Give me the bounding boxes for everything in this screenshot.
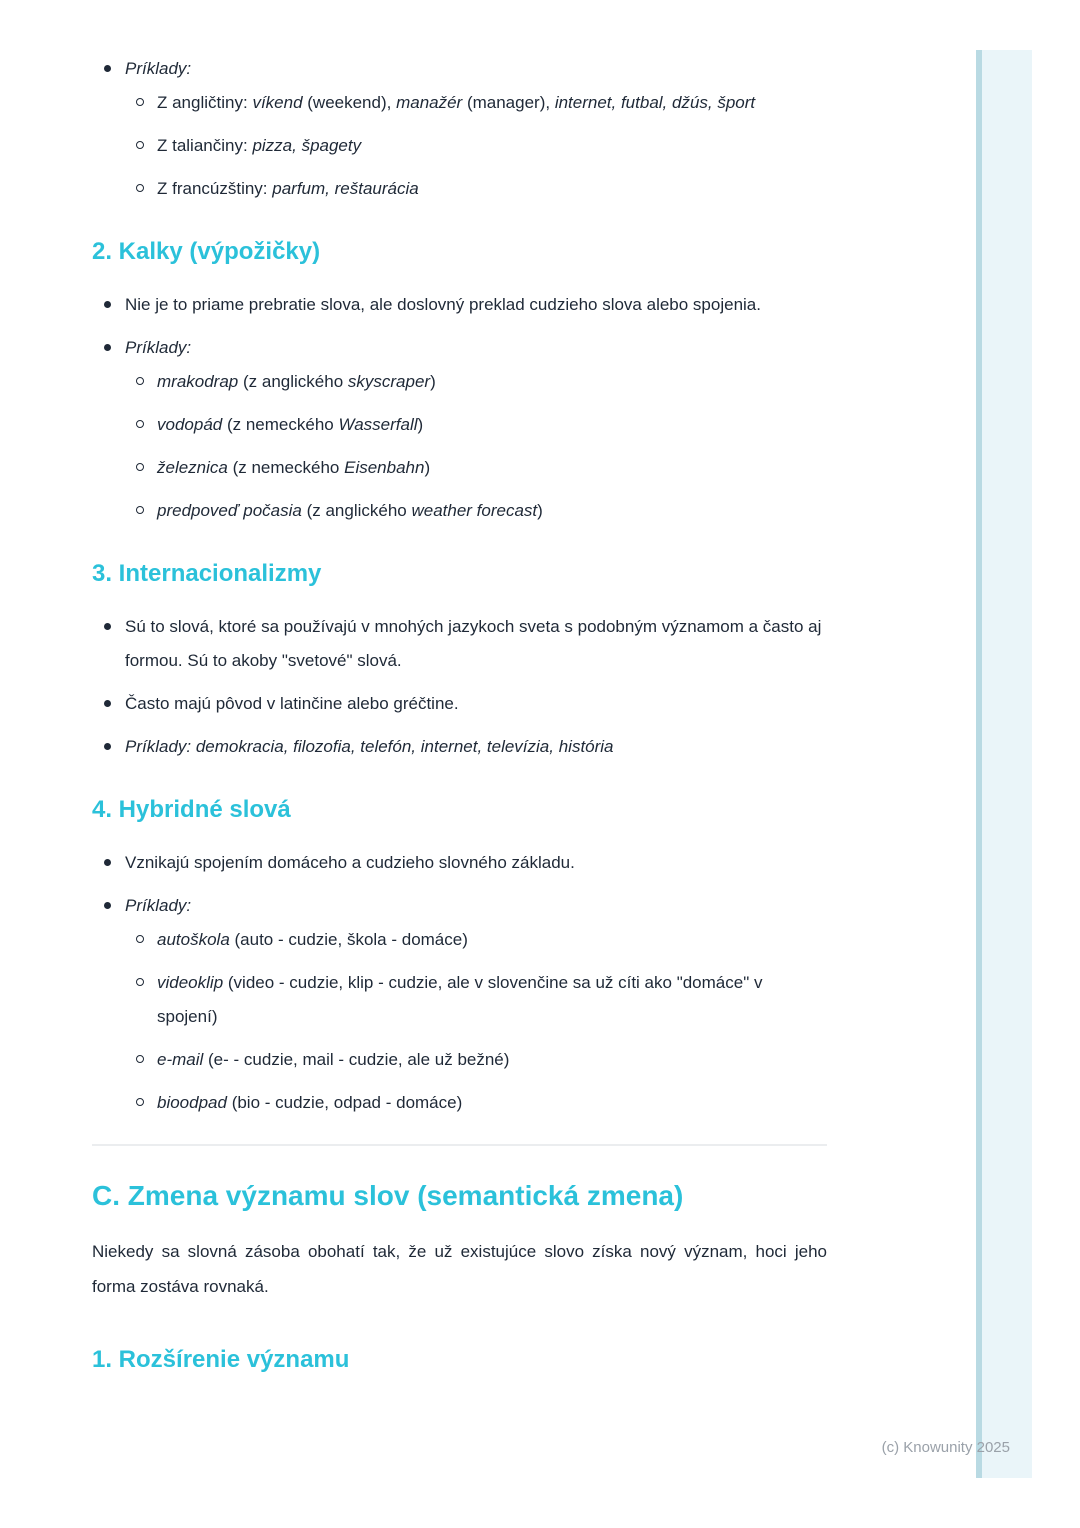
sub-bullet-text: mrakodrap (z anglického skyscraper) [157, 372, 436, 391]
sub-bullet-item [125, 1086, 827, 1120]
bullet-item-intro-examples [92, 52, 827, 206]
list-lead-text: Príklady: [125, 338, 192, 357]
section-heading-4-hybridne-slova: 4. Hybridné slová [92, 796, 291, 823]
list-lead-text: Príklady: [125, 896, 192, 915]
bullet-item [92, 687, 827, 721]
sub-bullet-item [125, 451, 827, 485]
bullet-dot-icon [104, 700, 111, 707]
bullet-circle-icon [136, 184, 144, 192]
sub-bullet-item [125, 1043, 827, 1077]
sub-list-intro [125, 86, 827, 206]
bullet-item [92, 610, 827, 678]
list-lead-text: Príklady: [125, 59, 192, 78]
bullet-circle-icon [136, 935, 144, 943]
bullet-circle-icon [136, 98, 144, 106]
bullet-circle-icon [136, 1098, 144, 1106]
bullet-text: Často majú pôvod v latinčine alebo gréčtine. [125, 694, 459, 713]
sub-bullet-item [125, 129, 827, 163]
bullet-circle-icon [136, 506, 144, 514]
bullet-dot-icon [104, 859, 111, 866]
bullet-dot-icon [104, 743, 111, 750]
bullet-item [92, 730, 827, 764]
sub-bullet-text: videoklip (video - cudzie, klip - cudzie, ale v slovenčine sa už cíti ako "domáce" v spojení) [157, 973, 763, 1026]
bullet-item-body [125, 52, 827, 206]
bullet-item-examples [92, 331, 827, 528]
document-content [92, 0, 827, 1376]
bullet-circle-icon [136, 1055, 144, 1063]
sub-bullet-item [125, 86, 827, 120]
bullet-dot-icon [104, 623, 111, 630]
page-edge-strip [976, 50, 1032, 1478]
bullet-item [92, 288, 827, 322]
bullet-item-body [125, 889, 827, 1120]
sub-bullet-item [125, 172, 827, 206]
bullet-text: Príklady: demokracia, filozofia, telefón, internet, televízia, história [125, 737, 614, 756]
sub-bullet-text: predpoveď počasia (z anglického weather forecast) [157, 501, 543, 520]
sub-bullet-text: Z taliančiny: pizza, špagety [157, 136, 362, 155]
bullet-dot-icon [104, 65, 111, 72]
sub-bullet-item [125, 923, 827, 957]
bullet-dot-icon [104, 344, 111, 351]
bullet-item-examples [92, 889, 827, 1120]
bullet-text: Sú to slová, ktoré sa používajú v mnohých jazykoch sveta s podobným významom a často aj formou. Sú to akoby "svetové" slová. [125, 617, 822, 670]
bullet-circle-icon [136, 978, 144, 986]
bullet-text: Nie je to priame prebratie slova, ale doslovný preklad cudzieho slova alebo spojenia. [125, 295, 761, 314]
bullet-circle-icon [136, 377, 144, 385]
bullet-circle-icon [136, 420, 144, 428]
section-heading-1-rozsirenie-vyznamu: 1. Rozšírenie významu [92, 1346, 350, 1373]
bullet-text: Vznikajú spojením domáceho a cudzieho slovného základu. [125, 853, 575, 872]
sub-bullet-item [125, 966, 827, 1034]
sub-bullet-item [125, 494, 827, 528]
sub-bullet-text: autoškola (auto - cudzie, škola - domáce) [157, 930, 468, 949]
bullet-item-body [125, 331, 827, 528]
sub-bullet-text: Z francúzštiny: parfum, reštaurácia [157, 179, 419, 198]
bullet-item [92, 846, 827, 880]
sub-list-kalky [125, 365, 827, 528]
watermark-credit: (c) Knowunity 2025 [881, 1439, 1010, 1456]
bullet-dot-icon [104, 902, 111, 909]
sub-bullet-item [125, 365, 827, 399]
sub-bullet-text: Z angličtiny: víkend (weekend), manažér (manager), internet, futbal, džús, šport [157, 93, 756, 112]
bullet-dot-icon [104, 301, 111, 308]
sub-list-hybridne [125, 923, 827, 1120]
sub-bullet-text: železnica (z nemeckého Eisenbahn) [157, 458, 431, 477]
sub-bullet-item [125, 408, 827, 442]
section-heading-2-kalky: 2. Kalky (výpožičky) [92, 238, 321, 265]
sub-bullet-text: e-mail (e- - cudzie, mail - cudzie, ale už bežné) [157, 1050, 510, 1069]
section-divider [92, 1144, 827, 1146]
bullet-circle-icon [136, 463, 144, 471]
chapter-intro-paragraph: Niekedy sa slovná zásoba obohatí tak, že už existujúce slovo získa nový význam, hoci jeho forma zostáva rovnaká. [92, 1242, 827, 1296]
chapter-heading-c-zmena-vyznamu: C. Zmena významu slov (semantická zmena) [92, 1180, 684, 1211]
bullet-circle-icon [136, 141, 144, 149]
sub-bullet-text: bioodpad (bio - cudzie, odpad - domáce) [157, 1093, 463, 1112]
sub-bullet-text: vodopád (z nemeckého Wasserfall) [157, 415, 424, 434]
section-heading-3-internacionalizmy: 3. Internacionalizmy [92, 560, 322, 587]
